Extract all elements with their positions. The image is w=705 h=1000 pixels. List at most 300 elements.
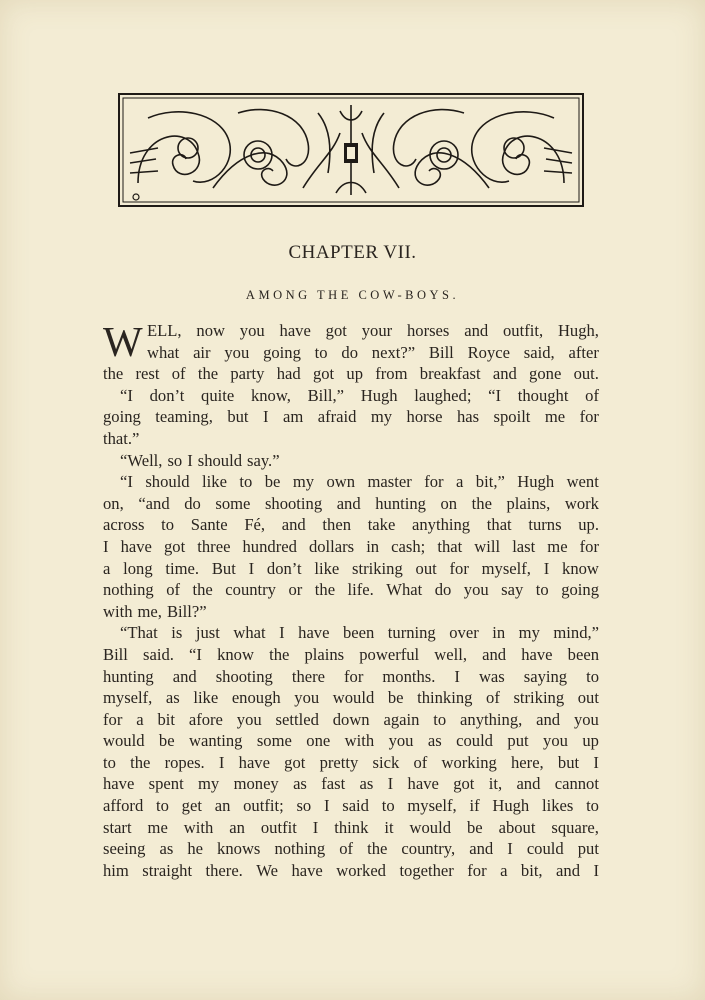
word: I <box>593 860 599 880</box>
word: as <box>165 688 180 708</box>
word: a <box>455 472 464 492</box>
word: “and <box>138 493 170 513</box>
word: to <box>586 796 599 816</box>
word: “Well, <box>120 450 163 470</box>
word: I <box>454 666 460 686</box>
word: of <box>486 688 500 708</box>
word: nothing <box>103 580 154 600</box>
word: for <box>103 709 123 729</box>
word: do <box>434 580 452 600</box>
word: you <box>239 321 265 340</box>
word: about <box>498 817 536 837</box>
word: on, <box>103 493 124 513</box>
word: me, <box>137 601 162 621</box>
word: have <box>407 774 439 794</box>
word: across <box>103 515 145 535</box>
word: outfit, <box>503 321 544 340</box>
word: there <box>291 666 326 686</box>
word: afore <box>188 709 223 729</box>
word: I <box>507 839 513 859</box>
word: of <box>413 752 428 772</box>
word: what <box>233 623 266 643</box>
word: in <box>492 623 506 643</box>
word: put <box>507 731 529 751</box>
word: last <box>512 536 536 556</box>
word: and <box>172 666 197 686</box>
word: would <box>103 731 145 751</box>
word: the <box>314 580 336 600</box>
word: party <box>230 364 265 384</box>
word: outfit; <box>243 796 284 816</box>
word: or <box>288 580 303 600</box>
text-line <box>103 428 599 450</box>
word: have <box>103 774 135 794</box>
word: country, <box>401 839 456 859</box>
word: know <box>217 644 254 664</box>
word: be <box>466 817 483 837</box>
word: one <box>306 731 331 751</box>
word: him <box>103 860 129 880</box>
word: plains, <box>506 493 551 513</box>
word: thought <box>517 385 569 405</box>
word: as <box>293 774 307 794</box>
word: I <box>279 623 285 643</box>
word: money <box>233 774 279 794</box>
word: going <box>103 407 141 427</box>
text-line <box>103 730 599 752</box>
word: a <box>136 709 144 729</box>
word: “I <box>189 644 202 664</box>
word: hunting <box>375 493 426 513</box>
word: I <box>103 536 109 556</box>
word: with <box>103 601 133 621</box>
chapter-title: CHAPTER VII. <box>288 242 417 263</box>
word: of <box>585 385 599 405</box>
word: what <box>147 342 180 362</box>
word: for <box>467 860 487 880</box>
text-line <box>103 514 599 536</box>
word: again <box>383 709 420 729</box>
word: saying <box>523 666 568 686</box>
text-line <box>103 622 599 644</box>
word: Royce <box>467 342 510 362</box>
word: an <box>214 796 231 816</box>
word: Bill?” <box>166 601 207 621</box>
word: was <box>478 666 505 686</box>
word: country <box>225 580 276 600</box>
word: spent <box>148 774 184 794</box>
word: that.” <box>103 428 140 448</box>
word: for <box>449 558 469 578</box>
word: like <box>202 472 227 492</box>
word: to <box>103 752 116 772</box>
word: there. <box>205 860 243 880</box>
word: my <box>198 774 220 794</box>
word: say <box>501 580 524 600</box>
word: a <box>500 860 508 880</box>
word: bit,” <box>475 472 505 492</box>
text-line <box>103 406 599 428</box>
word: up. <box>578 515 599 535</box>
word: wanting <box>188 731 243 751</box>
word: shooting <box>215 666 273 686</box>
word: could <box>456 731 493 751</box>
word: some <box>215 493 251 513</box>
word: working <box>441 752 497 772</box>
text-line <box>103 752 599 774</box>
word: ropes. <box>164 752 205 772</box>
word: and <box>516 774 541 794</box>
word: bit <box>157 709 175 729</box>
word: of <box>339 839 354 859</box>
word: going <box>263 342 301 362</box>
word: with <box>183 817 214 837</box>
word: the <box>130 752 151 772</box>
word: got <box>453 774 475 794</box>
word: I <box>323 796 330 816</box>
word: to <box>535 580 549 600</box>
word: me <box>544 407 566 427</box>
word: three <box>197 536 231 556</box>
word: you <box>224 342 250 362</box>
word: Hugh <box>492 796 530 816</box>
word: ELL, <box>147 321 182 340</box>
word: plains <box>304 644 345 664</box>
word: turning <box>387 623 436 643</box>
word: I <box>218 752 225 772</box>
word: likes <box>541 796 574 816</box>
word: you <box>463 580 489 600</box>
word: do <box>341 342 358 362</box>
word: don’t <box>266 558 302 578</box>
word: “That <box>120 623 158 643</box>
word: down <box>332 709 370 729</box>
word: horses <box>406 321 450 340</box>
word: to <box>161 515 175 535</box>
word: you <box>236 709 262 729</box>
word: breakfast <box>419 364 481 384</box>
word: I <box>593 752 599 772</box>
word: anything, <box>460 709 523 729</box>
word: said <box>342 796 369 816</box>
word: but <box>557 752 580 772</box>
word: striking <box>513 688 565 708</box>
word: you <box>388 731 414 751</box>
word: hunting <box>103 666 154 686</box>
word: to <box>381 796 395 816</box>
word: for <box>424 472 444 492</box>
word: out <box>577 688 599 708</box>
word: afraid <box>317 407 357 427</box>
word: Bill <box>428 342 454 362</box>
word: said. <box>143 644 174 664</box>
word: laughed; <box>414 385 472 405</box>
word: long <box>123 558 153 578</box>
word: master <box>367 472 412 492</box>
word: say.” <box>247 450 280 470</box>
word: got <box>312 364 335 384</box>
word: powerful <box>359 644 420 664</box>
word: will <box>474 536 501 556</box>
word: We <box>256 860 278 880</box>
word: have <box>279 321 311 340</box>
word: Bill,” <box>307 385 345 405</box>
word: as <box>427 731 442 751</box>
word: a <box>103 558 111 578</box>
word: take <box>367 515 396 535</box>
word: now <box>196 321 225 340</box>
word: quite <box>201 385 235 405</box>
word: is <box>171 623 183 643</box>
text-line <box>103 558 599 580</box>
word: would <box>409 817 451 837</box>
word: went <box>566 472 599 492</box>
text-line <box>103 385 599 407</box>
chapter-subtitle: AMONG THE COW-BOYS. <box>245 288 460 302</box>
word: don’t <box>149 385 185 405</box>
word: as <box>159 839 174 859</box>
word: mind,” <box>553 623 599 643</box>
word: dollars <box>308 536 355 556</box>
word: cannot <box>554 774 599 794</box>
word: for <box>579 407 599 427</box>
word: Sante <box>190 515 228 535</box>
word: and <box>482 644 507 664</box>
word: out. <box>573 364 599 384</box>
word: got <box>284 752 306 772</box>
text-line <box>103 450 599 472</box>
word: to <box>156 796 169 816</box>
word: like <box>314 558 340 578</box>
text-line <box>103 795 599 817</box>
word: “I <box>120 385 133 405</box>
word: have <box>521 644 553 664</box>
word: be <box>158 731 175 751</box>
text-line <box>103 666 599 688</box>
word: got <box>163 536 186 556</box>
word: afford <box>103 796 144 816</box>
text-line <box>103 471 599 493</box>
word: as <box>359 774 374 794</box>
word: I <box>387 774 394 794</box>
word: he <box>187 839 203 859</box>
text-line <box>103 838 599 860</box>
text-line <box>103 363 599 385</box>
word: put <box>577 839 599 859</box>
text-line <box>103 320 599 342</box>
word: that <box>437 536 463 556</box>
word: worked <box>336 860 386 880</box>
body-text <box>103 320 599 881</box>
text-line <box>103 342 599 364</box>
word: up <box>346 364 363 384</box>
drop-cap: W <box>103 320 143 366</box>
word: it, <box>488 774 503 794</box>
word: turns <box>528 515 562 535</box>
word: spoilt <box>493 407 531 427</box>
word: I <box>543 558 550 578</box>
text-line <box>103 860 599 882</box>
text-line <box>103 579 599 601</box>
word: of <box>171 364 186 384</box>
word: over <box>449 623 479 643</box>
word: Fé, <box>244 515 266 535</box>
word: Bill <box>103 644 128 664</box>
word: I <box>187 450 193 470</box>
word: I <box>248 558 255 578</box>
text-line <box>103 493 599 515</box>
word: just <box>195 623 220 643</box>
word: be <box>387 688 404 708</box>
word: What <box>386 580 423 600</box>
word: to <box>433 709 447 729</box>
word: myself, <box>407 796 457 816</box>
word: Hugh <box>517 472 555 492</box>
word: anything <box>412 515 471 535</box>
word: am <box>282 407 304 427</box>
word: like <box>193 688 219 708</box>
word: hundred <box>242 536 297 556</box>
word: the <box>367 839 388 859</box>
word: would <box>332 688 375 708</box>
word: work <box>564 493 599 513</box>
word: me <box>147 817 168 837</box>
word: been <box>567 644 599 664</box>
word: an <box>229 817 245 837</box>
text-line <box>103 709 599 731</box>
word: my <box>518 623 540 643</box>
word: know, <box>250 385 291 405</box>
word: striking <box>352 558 403 578</box>
word: then <box>322 515 351 535</box>
word: out <box>415 558 437 578</box>
word: to <box>314 342 328 362</box>
word: have <box>238 752 270 772</box>
word: Hugh, <box>557 321 599 340</box>
word: nothing <box>274 839 326 859</box>
word: myself, <box>103 688 153 708</box>
word: from <box>375 364 408 384</box>
word: cash; <box>391 536 426 556</box>
word: you <box>573 709 599 729</box>
word: and <box>464 321 489 340</box>
word: of <box>166 580 181 600</box>
word: fast <box>321 774 346 794</box>
text-line <box>103 687 599 709</box>
word: in <box>366 536 380 556</box>
word: shooting <box>264 493 323 513</box>
word: settled <box>275 709 319 729</box>
word: own <box>326 472 356 492</box>
word: bit, <box>520 860 543 880</box>
word: said, <box>523 342 555 362</box>
text-line <box>103 536 599 558</box>
word: months. <box>382 666 436 686</box>
word: gone <box>529 364 562 384</box>
word: I <box>263 407 269 427</box>
word: together <box>399 860 454 880</box>
word: if <box>469 796 480 816</box>
word: and <box>469 839 494 859</box>
word: up <box>582 731 599 751</box>
word: sick <box>372 752 400 772</box>
word: seeing <box>103 839 146 859</box>
word: my <box>370 407 393 427</box>
word: think <box>334 817 369 837</box>
word: rest <box>135 364 160 384</box>
word: my <box>292 472 315 492</box>
word: had <box>276 364 301 384</box>
word: air <box>193 342 211 362</box>
word: so <box>296 796 312 816</box>
word: life. <box>347 580 374 600</box>
word: knows <box>217 839 261 859</box>
word: it <box>384 817 394 837</box>
word: the <box>269 644 290 664</box>
word: to <box>239 472 253 492</box>
word: and <box>492 364 517 384</box>
word: “I <box>488 385 502 405</box>
word: you <box>543 731 568 751</box>
word: for <box>579 536 599 556</box>
word: could <box>526 839 564 859</box>
word: be <box>264 472 281 492</box>
text-line <box>103 773 599 795</box>
word: outfit <box>260 817 297 837</box>
word: the <box>192 580 213 600</box>
word: here, <box>511 752 544 772</box>
word: know <box>562 558 599 578</box>
word: and <box>336 493 361 513</box>
word: and <box>281 515 306 535</box>
word: pretty <box>319 752 359 772</box>
word: have <box>291 860 323 880</box>
word: should <box>145 472 190 492</box>
word: and <box>556 860 580 880</box>
word: get <box>181 796 202 816</box>
word: teaming, <box>155 407 213 427</box>
word: “I <box>120 472 133 492</box>
word: got <box>325 321 347 340</box>
word: I <box>312 817 319 837</box>
word: straight <box>142 860 193 880</box>
word: thinking <box>417 688 473 708</box>
word: Hugh <box>360 385 398 405</box>
word: do <box>184 493 201 513</box>
text-line <box>103 644 599 666</box>
word: to <box>586 666 599 686</box>
word: but <box>227 407 249 427</box>
word: going <box>561 580 599 600</box>
word: should <box>197 450 242 470</box>
word: square, <box>551 817 599 837</box>
text-line <box>103 601 599 623</box>
word: and <box>536 709 561 729</box>
word: you <box>294 688 320 708</box>
word: start <box>103 817 132 837</box>
word: enough <box>231 688 281 708</box>
word: have <box>298 623 330 643</box>
word: myself, <box>481 558 531 578</box>
text-line <box>103 817 599 839</box>
word: well, <box>434 644 467 664</box>
decorative-headpiece-ornament <box>118 93 584 207</box>
word: the <box>197 364 219 384</box>
word: have <box>120 536 152 556</box>
word: for <box>344 666 364 686</box>
word: next?” <box>371 342 416 362</box>
word: But <box>211 558 236 578</box>
